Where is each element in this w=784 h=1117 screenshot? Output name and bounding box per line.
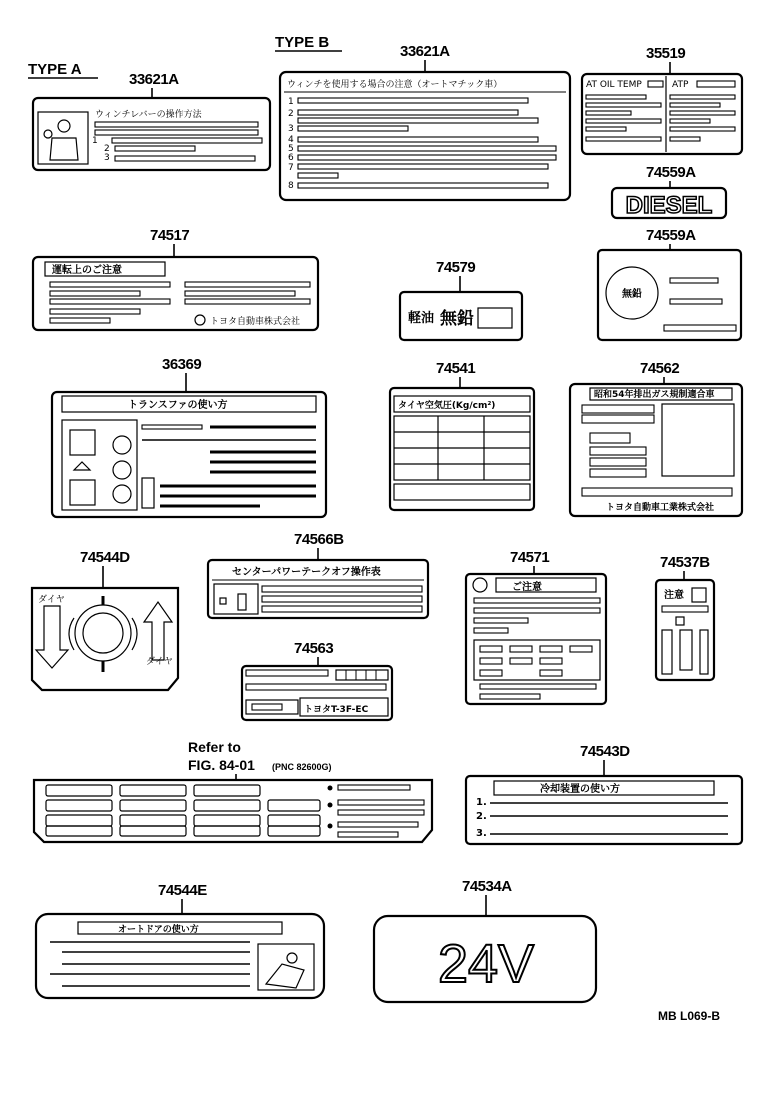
part-number-74579: 74579	[436, 259, 476, 276]
center-power-takeoff-title: センターパワーテークオフ操作表	[232, 567, 381, 578]
refer-to-text: Refer to	[188, 739, 241, 755]
svg-text:1: 1	[288, 97, 294, 107]
svg-text:ダイヤ: ダイヤ	[146, 657, 173, 667]
figure-code: MB L069-B	[658, 1009, 721, 1023]
label-74559A-diesel[interactable]	[612, 164, 726, 219]
pnc-text: (PNC 82600G)	[272, 762, 332, 772]
label-36369[interactable]	[52, 356, 326, 517]
caution-title: ご注意	[512, 582, 542, 593]
svg-text:3: 3	[104, 153, 110, 163]
winch-auto-text: ウィンチを使用する場合の注意（オートマチック車）	[287, 80, 503, 90]
part-number-36369: 36369	[162, 356, 202, 373]
part-number-33621A-b: 33621A	[400, 43, 450, 60]
part-number-74571: 74571	[510, 549, 550, 566]
part-number-33621A-a: 33621A	[129, 71, 179, 88]
unleaded-sign-text: 無鉛	[440, 309, 474, 328]
svg-text:2: 2	[104, 144, 110, 154]
auto-door-title: オートドアの使い方	[118, 925, 199, 935]
fig-reference-text: FIG. 84-01	[188, 757, 255, 773]
toyota-code-text: トヨタT-3F-EC	[304, 705, 369, 715]
cooler-usage-title: 冷却装置の使い方	[540, 784, 620, 795]
label-74562[interactable]	[570, 360, 742, 516]
label-74559A-unleaded[interactable]	[598, 227, 741, 340]
label-74544D[interactable]	[32, 549, 178, 690]
part-number-74517: 74517	[150, 227, 190, 244]
svg-text:1: 1	[92, 136, 98, 146]
part-number-74544D: 74544D	[80, 549, 130, 566]
label-74566B[interactable]	[208, 531, 428, 618]
svg-text:3.: 3.	[476, 828, 487, 839]
label-33621A-type-b[interactable]	[280, 43, 570, 200]
atp-text: ATP	[672, 80, 689, 90]
driving-caution-title: 運転上のご注意	[52, 265, 122, 276]
label-35519[interactable]	[582, 45, 742, 154]
svg-text:3: 3	[288, 124, 294, 134]
svg-text:7: 7	[288, 163, 294, 173]
svg-text:2.: 2.	[476, 811, 487, 822]
part-number-74543D: 74543D	[580, 743, 630, 760]
part-number-74566B: 74566B	[294, 531, 344, 548]
svg-text:6: 6	[288, 153, 294, 163]
svg-text:4: 4	[288, 135, 294, 145]
diesel-text: DIESEL	[625, 192, 713, 219]
label-74517[interactable]	[33, 227, 318, 330]
label-74537B[interactable]	[656, 554, 714, 680]
label-74541[interactable]	[390, 360, 534, 510]
svg-text:1.: 1.	[476, 797, 487, 808]
part-number-74541: 74541	[436, 360, 476, 377]
part-number-74559A-1: 74559A	[646, 164, 696, 181]
at-oil-temp-text: AT OIL TEMP	[586, 80, 642, 90]
label-74571[interactable]	[466, 549, 606, 704]
chui-title: 注意	[664, 590, 684, 601]
svg-text:軽油: 軽油	[408, 310, 435, 325]
part-number-35519: 35519	[646, 45, 686, 62]
part-number-74534A: 74534A	[462, 878, 512, 895]
svg-text:ダイヤ: ダイヤ	[38, 595, 65, 605]
winch-lever-text: ウィンチレバーの操作方法	[95, 110, 202, 120]
label-33621A-type-a[interactable]	[33, 71, 270, 170]
unleaded-text: 無鉛	[622, 289, 642, 300]
transfer-usage-title: トランスファの使い方	[128, 400, 228, 411]
type-b-heading: TYPE B	[275, 34, 330, 51]
part-number-74559A-2: 74559A	[646, 227, 696, 244]
svg-text:2: 2	[288, 109, 294, 119]
emission-title: 昭和54年排出ガス規制適合車	[594, 390, 715, 400]
svg-text:5: 5	[288, 144, 294, 154]
label-74563[interactable]	[242, 640, 392, 720]
part-number-74563: 74563	[294, 640, 334, 657]
part-number-74537B: 74537B	[660, 554, 710, 571]
label-74543D[interactable]	[466, 743, 742, 844]
label-74534A[interactable]	[374, 878, 596, 1002]
toyota-motor-industry-text: トヨタ自動車工業株式会社	[606, 503, 715, 513]
part-number-74544E: 74544E	[158, 882, 207, 899]
label-74544E[interactable]	[36, 882, 324, 998]
part-number-74562: 74562	[640, 360, 680, 377]
voltage-24v-text: 24V	[437, 934, 535, 994]
type-a-heading: TYPE A	[28, 61, 82, 78]
svg-text:8: 8	[288, 181, 294, 191]
label-74579[interactable]	[400, 259, 522, 340]
label-refer-fig-84-01[interactable]	[34, 739, 432, 842]
toyota-motor-text: トヨタ自動車株式会社	[210, 317, 301, 327]
tire-pressure-title: タイヤ空気圧(Kg/cm²)	[398, 401, 496, 411]
